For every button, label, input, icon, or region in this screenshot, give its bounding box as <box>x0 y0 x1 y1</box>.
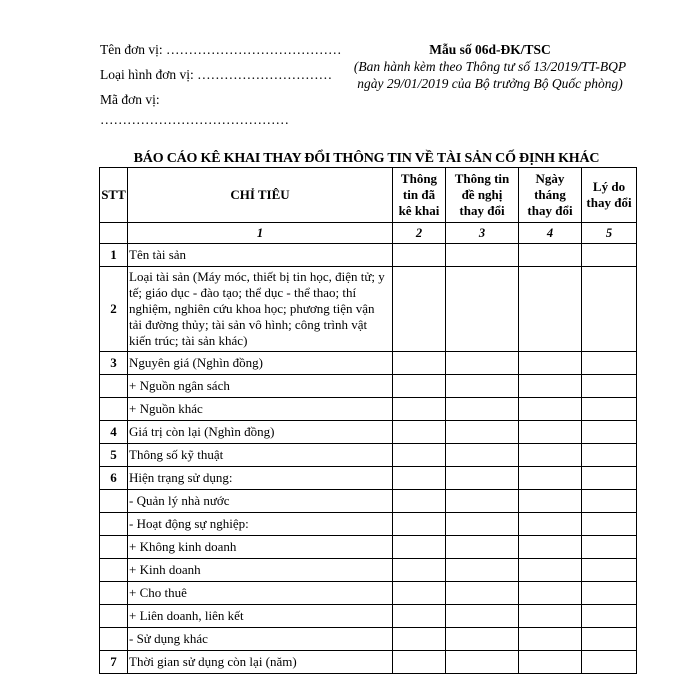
table-row <box>100 582 637 605</box>
row-indicator: Thời gian sử dụng còn lại (năm) <box>128 651 393 674</box>
row-stt <box>100 559 128 582</box>
row-stt <box>100 375 128 398</box>
empty-cell[interactable] <box>582 536 637 559</box>
table-row <box>100 651 637 674</box>
empty-cell[interactable] <box>519 605 582 628</box>
empty-cell[interactable] <box>393 421 446 444</box>
column-number: 4 <box>519 223 582 244</box>
column-number: 1 <box>128 223 393 244</box>
row-indicator: + Cho thuê <box>128 582 393 605</box>
empty-cell[interactable] <box>446 421 519 444</box>
empty-cell[interactable] <box>393 628 446 651</box>
empty-cell[interactable] <box>393 398 446 421</box>
row-indicator: + Kinh doanh <box>128 559 393 582</box>
column-number-row <box>100 223 637 244</box>
empty-cell[interactable] <box>582 444 637 467</box>
empty-cell[interactable] <box>582 467 637 490</box>
row-stt <box>100 513 128 536</box>
empty-cell[interactable] <box>446 513 519 536</box>
table-row <box>100 244 637 267</box>
table-row <box>100 467 637 490</box>
row-stt: 1 <box>100 244 128 267</box>
row-stt: 3 <box>100 352 128 375</box>
table-row <box>100 536 637 559</box>
row-indicator: Giá trị còn lại (Nghìn đồng) <box>128 421 393 444</box>
empty-cell[interactable] <box>582 628 637 651</box>
empty-cell[interactable] <box>393 651 446 674</box>
issued-by-line-2: ngày 29/01/2019 của Bộ trưởng Bộ Quốc phòng) <box>357 76 623 91</box>
table-row <box>100 421 637 444</box>
unit-type-line: Loại hình đơn vị: ………………………… <box>100 67 333 82</box>
table-row <box>100 398 637 421</box>
empty-cell[interactable] <box>582 490 637 513</box>
asset-change-table <box>99 167 637 674</box>
table-row <box>100 352 637 375</box>
empty-cell[interactable] <box>446 536 519 559</box>
column-number: 2 <box>393 223 446 244</box>
empty-cell[interactable] <box>446 582 519 605</box>
empty-cell[interactable] <box>582 375 637 398</box>
row-indicator: Hiện trạng sử dụng: <box>128 467 393 490</box>
empty-cell[interactable] <box>393 352 446 375</box>
empty-cell[interactable] <box>519 398 582 421</box>
empty-cell[interactable] <box>519 267 582 352</box>
column-number <box>100 223 128 244</box>
empty-cell[interactable] <box>393 375 446 398</box>
table-row <box>100 559 637 582</box>
empty-cell[interactable] <box>519 559 582 582</box>
report-title: BÁO CÁO KÊ KHAI THAY ĐỔI THÔNG TIN VỀ TÀI SẢN CỐ ĐỊNH KHÁC <box>133 151 600 166</box>
row-indicator: Tên tài sản <box>128 244 393 267</box>
empty-cell[interactable] <box>393 582 446 605</box>
empty-cell[interactable] <box>582 651 637 674</box>
empty-cell[interactable] <box>393 605 446 628</box>
row-indicator: + Nguồn khác <box>128 398 393 421</box>
empty-cell[interactable] <box>519 444 582 467</box>
row-indicator: Thông số kỹ thuật <box>128 444 393 467</box>
empty-cell[interactable] <box>582 244 637 267</box>
row-indicator: Nguyên giá (Nghìn đồng) <box>128 352 393 375</box>
empty-cell[interactable] <box>519 513 582 536</box>
empty-cell[interactable] <box>519 536 582 559</box>
empty-cell[interactable] <box>519 582 582 605</box>
empty-cell[interactable] <box>519 651 582 674</box>
row-stt <box>100 582 128 605</box>
row-indicator: - Quản lý nhà nước <box>128 490 393 513</box>
row-stt <box>100 398 128 421</box>
header-change-reason: Lý do thay đổi <box>582 168 637 223</box>
table-row <box>100 513 637 536</box>
empty-cell[interactable] <box>519 421 582 444</box>
table-row <box>100 490 637 513</box>
table-row <box>100 375 637 398</box>
empty-cell[interactable] <box>582 605 637 628</box>
empty-cell[interactable] <box>393 467 446 490</box>
empty-cell[interactable] <box>393 444 446 467</box>
empty-cell[interactable] <box>582 582 637 605</box>
table-row <box>100 628 637 651</box>
empty-cell[interactable] <box>393 513 446 536</box>
unit-code-dots: …………………………………… <box>100 112 289 127</box>
row-indicator: + Liên doanh, liên kết <box>128 605 393 628</box>
row-stt: 5 <box>100 444 128 467</box>
empty-cell[interactable] <box>446 628 519 651</box>
row-indicator: + Nguồn ngân sách <box>128 375 393 398</box>
row-stt: 7 <box>100 651 128 674</box>
row-indicator: - Hoạt động sự nghiệp: <box>128 513 393 536</box>
empty-cell[interactable] <box>446 352 519 375</box>
empty-cell[interactable] <box>446 444 519 467</box>
row-indicator: - Sử dụng khác <box>128 628 393 651</box>
empty-cell[interactable] <box>446 490 519 513</box>
empty-cell[interactable] <box>519 375 582 398</box>
empty-cell[interactable] <box>519 628 582 651</box>
issued-by-line-1: (Ban hành kèm theo Thông tư số 13/2019/TT-BQP <box>353 59 627 74</box>
header-stt: STT <box>100 168 128 223</box>
row-indicator: + Không kinh doanh <box>128 536 393 559</box>
header-declared-info: Thông tin đã kê khai <box>393 168 446 223</box>
form-number: Mẫu số 06d-ĐK/TSC <box>429 42 551 57</box>
header-proposed-change: Thông tin đề nghị thay đổi <box>446 168 519 223</box>
empty-cell[interactable] <box>582 513 637 536</box>
empty-cell[interactable] <box>393 267 446 352</box>
empty-cell[interactable] <box>446 398 519 421</box>
unit-name-line: Tên đơn vị: ………………………………… <box>100 42 342 57</box>
table-row <box>100 267 637 352</box>
row-indicator: Loại tài sản (Máy móc, thiết bị tin học, điện tử; y tế; giáo dục - đào tạo; thể dục - thể thao; thí nghiệm, nghiên cứu khoa học; phương tiện vận tải đường thủy; tài sản vô hình; công trình vật kiến trúc; tài sản khác) <box>128 267 393 352</box>
row-stt <box>100 536 128 559</box>
table-header-row <box>100 168 637 223</box>
form-reference-block <box>340 41 640 92</box>
empty-cell[interactable] <box>393 559 446 582</box>
table-row <box>100 605 637 628</box>
row-stt: 4 <box>100 421 128 444</box>
empty-cell[interactable] <box>519 244 582 267</box>
empty-cell[interactable] <box>582 267 637 352</box>
row-stt <box>100 490 128 513</box>
row-stt <box>100 628 128 651</box>
unit-code-label: Mã đơn vị: <box>100 92 160 107</box>
empty-cell[interactable] <box>582 559 637 582</box>
empty-cell[interactable] <box>582 398 637 421</box>
empty-cell[interactable] <box>446 467 519 490</box>
table-row <box>100 444 637 467</box>
empty-cell[interactable] <box>393 490 446 513</box>
empty-cell[interactable] <box>519 352 582 375</box>
unit-info-block <box>100 41 342 136</box>
empty-cell[interactable] <box>393 244 446 267</box>
empty-cell[interactable] <box>519 467 582 490</box>
empty-cell[interactable] <box>446 244 519 267</box>
header-change-date: Ngày tháng thay đổi <box>519 168 582 223</box>
column-number: 3 <box>446 223 519 244</box>
row-stt: 6 <box>100 467 128 490</box>
empty-cell[interactable] <box>446 651 519 674</box>
row-stt <box>100 605 128 628</box>
empty-cell[interactable] <box>446 267 519 352</box>
empty-cell[interactable] <box>446 605 519 628</box>
empty-cell[interactable] <box>582 352 637 375</box>
column-number: 5 <box>582 223 637 244</box>
empty-cell[interactable] <box>446 375 519 398</box>
empty-cell[interactable] <box>582 421 637 444</box>
row-stt: 2 <box>100 267 128 352</box>
empty-cell[interactable] <box>393 536 446 559</box>
header-indicator: CHỈ TIÊU <box>128 168 393 223</box>
empty-cell[interactable] <box>446 559 519 582</box>
empty-cell[interactable] <box>519 490 582 513</box>
